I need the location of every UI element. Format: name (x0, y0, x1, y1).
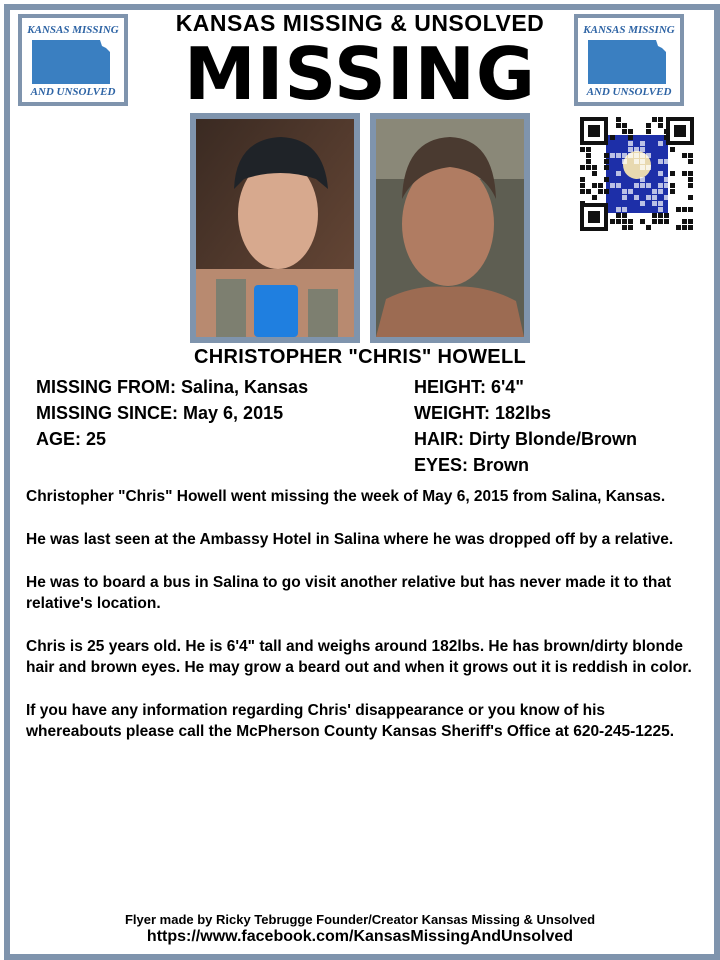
paragraph: Christopher "Chris" Howell went missing the week of May 6, 2015 from Salina, Kansas. (26, 488, 666, 505)
age-label: AGE: (36, 429, 81, 449)
paragraph: He was to board a bus in Salina to go visit another relative but has never made it to that relative's location. (26, 574, 672, 612)
info-column-right (414, 374, 637, 478)
age-row (36, 426, 308, 452)
organization-title: KANSAS MISSING & UNSOLVED (175, 10, 545, 36)
missing-from-label: MISSING FROM: (36, 377, 176, 397)
height-row (414, 374, 637, 400)
missing-headline: MISSING (183, 32, 537, 116)
hair-value: Dirty Blonde/Brown (469, 429, 638, 449)
logo-text-top: KANSAS MISSING (27, 24, 119, 36)
kansas-map-icon (30, 38, 116, 86)
eyes-label: EYES: (414, 455, 469, 475)
hair-row (414, 426, 637, 452)
eyes-row (414, 452, 637, 478)
missing-since-row (36, 400, 308, 426)
height-label: HEIGHT: (414, 377, 486, 397)
missing-since-label: MISSING SINCE: (36, 403, 179, 423)
footer-credit: Flyer made by Ricky Tebrugge Founder/Creator Kansas Missing & Unsolved (124, 912, 596, 927)
logo-text-bottom: AND UNSOLVED (30, 86, 116, 98)
height-value: 6'4" (491, 377, 524, 397)
kansas-map-icon (586, 38, 672, 86)
paragraph: If you have any information regarding Chris' disappearance or you know of his whereabouts please call the McPherson County Kansas Sheriff's Office at 620-245-1225. (26, 702, 675, 740)
qr-code[interactable] (578, 115, 696, 233)
description-body (26, 486, 698, 764)
person-name: CHRISTOPHER "CHRIS" HOWELL (194, 346, 526, 368)
eyes-value: Brown (473, 455, 530, 475)
kansas-logo-right (574, 14, 684, 106)
logo-text-top: KANSAS MISSING (583, 24, 675, 36)
info-column-left (36, 374, 308, 452)
missing-from-value: Salina, Kansas (181, 377, 309, 397)
footer-url-link[interactable]: https://www.facebook.com/KansasMissingAndUnsolved (146, 928, 574, 945)
missing-since-value: May 6, 2015 (183, 403, 284, 423)
hair-label: HAIR: (414, 429, 464, 449)
paragraph: He was last seen at the Ambassy Hotel in Salina where he was dropped off by a relative. (26, 531, 674, 548)
weight-label: WEIGHT: (414, 403, 490, 423)
logo-text-bottom: AND UNSOLVED (586, 86, 672, 98)
photo-selfie (190, 113, 360, 343)
age-value: 25 (86, 429, 107, 449)
photo-portrait (370, 113, 530, 343)
missing-from-row (36, 374, 308, 400)
paragraph: Chris is 25 years old. He is 6'4" tall and weighs around 182lbs. He has brown/dirty blonde hair and brown eyes. He may grow a beard out and when it grows out it is reddish in color. (26, 638, 692, 676)
kansas-logo-left (18, 14, 128, 106)
weight-row (414, 400, 637, 426)
weight-value: 182lbs (495, 403, 552, 423)
